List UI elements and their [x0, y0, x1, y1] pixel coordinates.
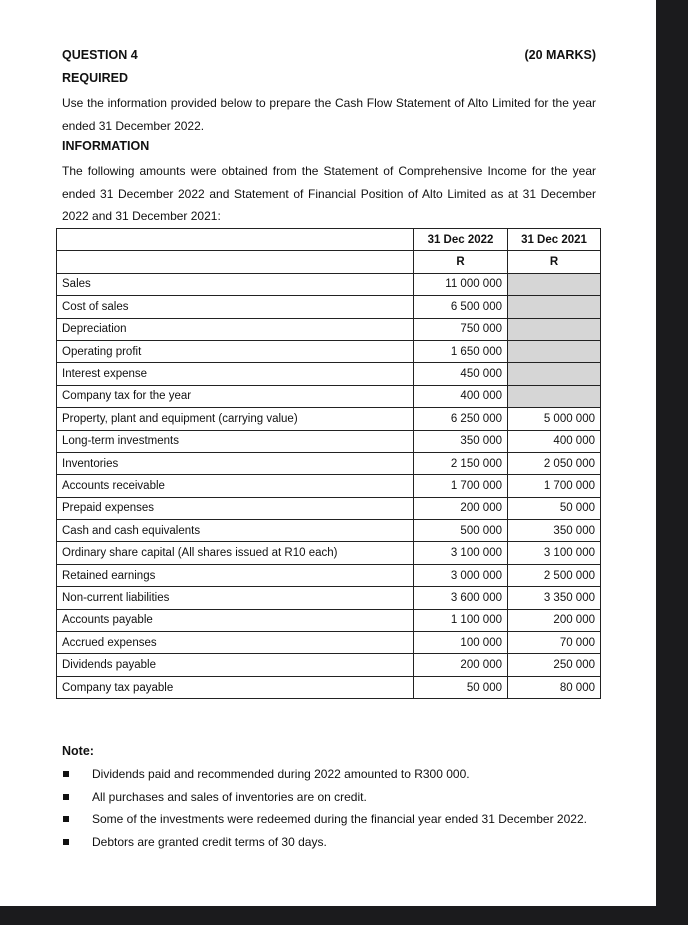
row-label: Ordinary share capital (All shares issued at R10 each)	[57, 542, 414, 564]
row-label: Operating profit	[57, 340, 414, 362]
table-row	[57, 587, 601, 609]
note-text: Debtors are granted credit terms of 30 days.	[92, 834, 327, 849]
row-label: Retained earnings	[57, 564, 414, 586]
header-blank-cell	[57, 229, 414, 251]
note-list	[62, 763, 587, 853]
value-2021: 2 050 000	[508, 452, 601, 474]
table-row	[57, 318, 601, 340]
shaded-empty-cell	[508, 318, 601, 340]
table-row	[57, 475, 601, 497]
shaded-empty-cell	[508, 273, 601, 295]
table-row	[57, 430, 601, 452]
value-2021: 3 350 000	[508, 587, 601, 609]
shaded-empty-cell	[508, 340, 601, 362]
table-row	[57, 520, 601, 542]
question-number: QUESTION 4	[62, 48, 138, 62]
value-2022: 400 000	[414, 385, 508, 407]
table-row	[57, 296, 601, 318]
note-heading: Note:	[62, 744, 94, 758]
value-2021: 5 000 000	[508, 408, 601, 430]
value-2022: 200 000	[414, 497, 508, 519]
row-label: Accrued expenses	[57, 632, 414, 654]
table-row	[57, 632, 601, 654]
value-2022: 350 000	[414, 430, 508, 452]
row-label: Accounts receivable	[57, 475, 414, 497]
table-row	[57, 340, 601, 362]
value-2022: 3 000 000	[414, 564, 508, 586]
row-label: Prepaid expenses	[57, 497, 414, 519]
table-row	[57, 542, 601, 564]
information-text: The following amounts were obtained from the Statement of Comprehensive Income for the year ended 31 December 2022 and Statement of Financial Position of Alto Limited as at 31 December 2022 and 31 December 2021:	[62, 164, 596, 224]
value-2022: 6 250 000	[414, 408, 508, 430]
square-bullet-icon	[63, 816, 69, 822]
table-row	[57, 676, 601, 698]
value-2022: 2 150 000	[414, 452, 508, 474]
row-label: Non-current liabilities	[57, 587, 414, 609]
value-2022: 1 100 000	[414, 609, 508, 631]
value-2021: 350 000	[508, 520, 601, 542]
table-row	[57, 564, 601, 586]
row-label: Dividends payable	[57, 654, 414, 676]
header-2021: 31 Dec 2021	[508, 229, 601, 251]
table-header-row	[57, 229, 601, 251]
row-label: Inventories	[57, 452, 414, 474]
value-2021: 80 000	[508, 676, 601, 698]
table-row	[57, 273, 601, 295]
value-2021: 70 000	[508, 632, 601, 654]
financial-data-table	[56, 228, 601, 699]
row-label: Depreciation	[57, 318, 414, 340]
table-row	[57, 654, 601, 676]
header-2022: 31 Dec 2022	[414, 229, 508, 251]
table-row	[57, 497, 601, 519]
row-label: Long-term investments	[57, 430, 414, 452]
row-label: Property, plant and equipment (carrying value)	[57, 408, 414, 430]
value-2021: 250 000	[508, 654, 601, 676]
value-2021: 2 500 000	[508, 564, 601, 586]
note-item	[62, 763, 587, 786]
unit-2022: R	[414, 251, 508, 273]
value-2022: 3 100 000	[414, 542, 508, 564]
required-text: Use the information provided below to prepare the Cash Flow Statement of Alto Limited for the year ended 31 December 2022.	[62, 96, 596, 133]
value-2021: 400 000	[508, 430, 601, 452]
note-item	[62, 831, 587, 854]
required-heading: REQUIRED	[62, 71, 128, 85]
note-text: Some of the investments were redeemed during the financial year ended 31 December 2022.	[92, 812, 587, 827]
note-text: All purchases and sales of inventories are on credit.	[92, 789, 367, 804]
shaded-empty-cell	[508, 385, 601, 407]
note-item	[62, 786, 587, 809]
information-heading: INFORMATION	[62, 139, 150, 153]
value-2022: 200 000	[414, 654, 508, 676]
value-2021: 3 100 000	[508, 542, 601, 564]
value-2022: 500 000	[414, 520, 508, 542]
row-label: Cost of sales	[57, 296, 414, 318]
shaded-empty-cell	[508, 296, 601, 318]
row-label: Interest expense	[57, 363, 414, 385]
row-label: Company tax for the year	[57, 385, 414, 407]
square-bullet-icon	[63, 771, 69, 777]
value-2021: 1 700 000	[508, 475, 601, 497]
shaded-empty-cell	[508, 363, 601, 385]
note-text: Dividends paid and recommended during 2022 amounted to R300 000.	[92, 767, 470, 782]
unit-2021: R	[508, 251, 601, 273]
value-2022: 1 650 000	[414, 340, 508, 362]
row-label: Accounts payable	[57, 609, 414, 631]
value-2022: 750 000	[414, 318, 508, 340]
row-label: Cash and cash equivalents	[57, 520, 414, 542]
value-2022: 450 000	[414, 363, 508, 385]
square-bullet-icon	[63, 839, 69, 845]
value-2022: 100 000	[414, 632, 508, 654]
value-2022: 11 000 000	[414, 273, 508, 295]
value-2021: 50 000	[508, 497, 601, 519]
value-2022: 3 600 000	[414, 587, 508, 609]
value-2022: 50 000	[414, 676, 508, 698]
table-row	[57, 452, 601, 474]
row-label: Company tax payable	[57, 676, 414, 698]
table-row	[57, 363, 601, 385]
table-row	[57, 609, 601, 631]
row-label: Sales	[57, 273, 414, 295]
note-item	[62, 808, 587, 831]
table-row	[57, 385, 601, 407]
question-header	[62, 48, 596, 62]
unit-blank-cell	[57, 251, 414, 273]
value-2022: 6 500 000	[414, 296, 508, 318]
question-marks: (20 MARKS)	[524, 48, 596, 62]
table-row	[57, 408, 601, 430]
value-2022: 1 700 000	[414, 475, 508, 497]
value-2021: 200 000	[508, 609, 601, 631]
table-unit-row	[57, 251, 601, 273]
square-bullet-icon	[63, 794, 69, 800]
